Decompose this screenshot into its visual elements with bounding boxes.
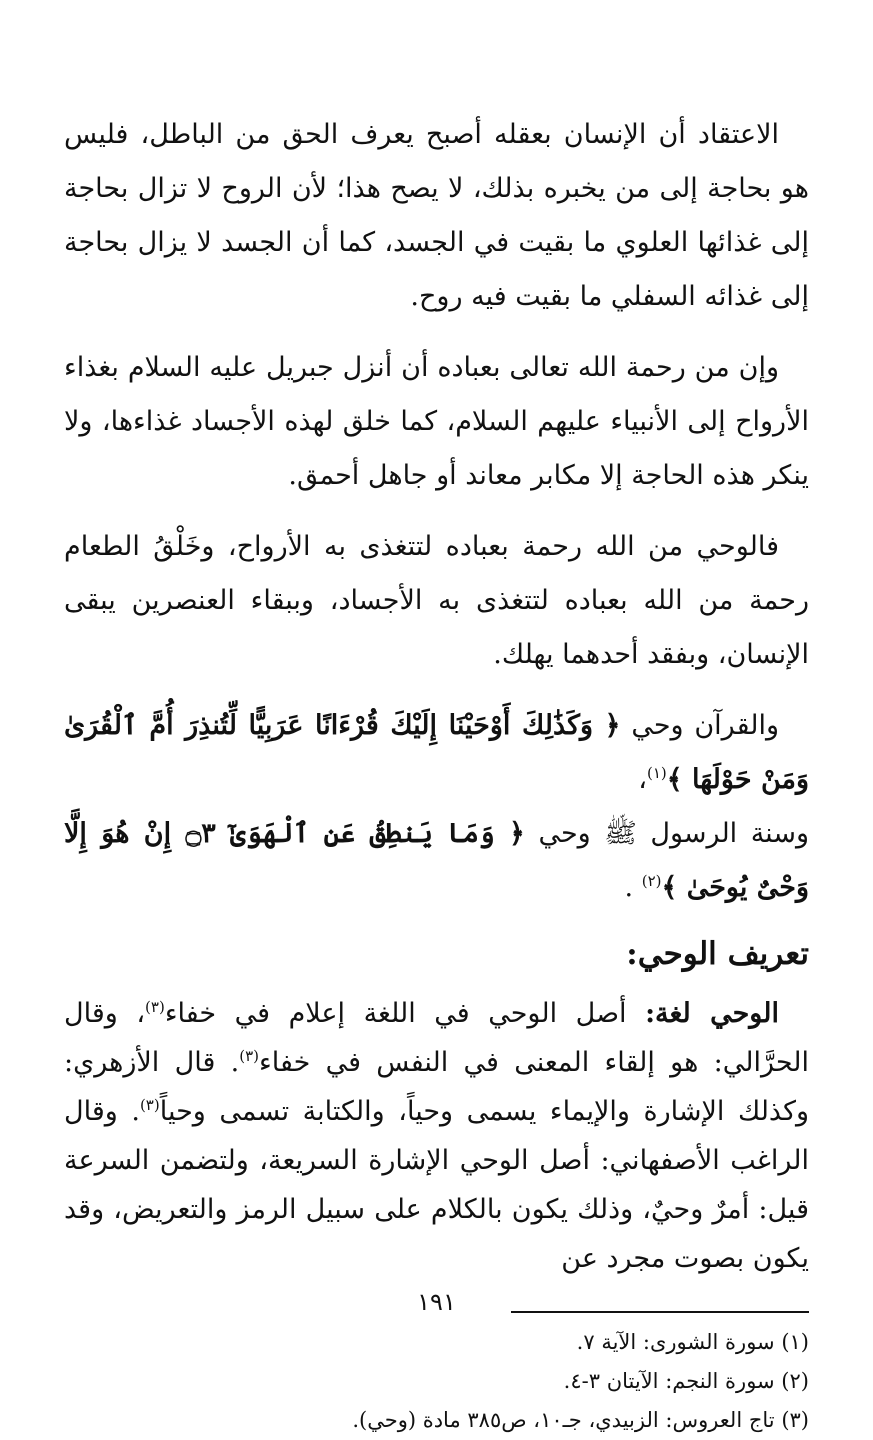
body-paragraph-2: وإن من رحمة الله تعالى بعباده أن أنزل جبريل عليه السلام بغذاء الأرواح إلى الأنبياء عليهم السلام، كما خلق لهذه الأجساد غذاءها، ولا ينكر هذه الحاجة إلا مكابر معاند أو جاهل أحمق. xyxy=(64,352,809,491)
quran-verse-2: ﴿ وَمَا يَنطِقُ عَنِ ٱلْهَوَىٰٓ ۝٣ إِنْ هُوَ إِلَّا وَحْىٌ يُوحَىٰ ﴾ xyxy=(64,818,809,903)
footnote-ref-2: (٢) xyxy=(641,872,662,890)
footnote-ref-3a: (٣) xyxy=(145,998,165,1016)
verse-paragraph xyxy=(64,699,809,915)
footnote-ref-3b: (٣) xyxy=(239,1047,260,1065)
body-paragraph-1: الاعتقاد أن الإنسان بعقله أصبح يعرف الحق من الباطل، فليس هو بحاجة إلى من يخبره بذلك، لا يصح هذا؛ لأن الروح لا تزال بحاجة إلى غذائها العلوي ما بقيت في الجسد، كما أن الجسد لا يزال بحاجة إلى غذائه السفلي ما بقيت فيه روح. xyxy=(64,119,809,312)
definition-text-3: . قال الأزهري: وكذلك الإشارة والإيماء يسمى وحياً، والكتابة تسمى وحياً xyxy=(64,1047,809,1127)
footnote-1: (١) سورة الشورى: الآية ٧. xyxy=(576,1330,809,1354)
footnote-2: (٢) سورة النجم: الآيتان ٣-٤. xyxy=(563,1369,809,1393)
footnote-3: (٣) تاج العروس: الزبيدي، جـ١٠، ص٣٨٥ مادة (وحي). xyxy=(352,1408,809,1432)
quran-verse-1: ﴿ وَكَذَٰلِكَ أَوْحَيْنَا إِلَيْكَ قُرْءَانًا عَرَبِيًّا لِّتُنذِرَ أُمَّ ٱلْقُرَىٰ وَمَنْ حَوْلَهَا ﴾ xyxy=(64,710,809,795)
definition-text-1: أصل الوحي في اللغة إعلام في خفاء xyxy=(164,998,627,1029)
verse-line2-prefix: وسنة الرسول ﷺ وحي xyxy=(538,818,809,849)
footnotes xyxy=(64,1323,809,1440)
footnote-ref-1: (١) xyxy=(647,764,667,782)
section-heading: تعريف الوحي: xyxy=(626,936,809,972)
body-paragraph-3: فالوحي من الله رحمة بعباده لتتغذى به الأرواح، وخَلْقُ الطعام رحمة من الله بعباده لتتغذى به الأجساد، وببقاء العنصرين يبقى الإنسان، وبفقد أحدهما يهلك. xyxy=(64,531,809,670)
verse-line1-prefix: والقرآن وحي xyxy=(631,710,779,741)
verse-line1-suffix: ، xyxy=(638,764,647,795)
page-number: ١٩١ xyxy=(417,1288,456,1316)
definition-paragraph xyxy=(64,989,809,1283)
definition-term: الوحي لغة: xyxy=(645,998,779,1029)
verse-line2-suffix: . xyxy=(624,872,634,903)
definition-text-4: . وقال الراغب الأصفهاني: أصل الوحي الإشارة السريعة، ولتضمن السرعة قيل: أمرٌ وحيٌ، وذلك يكون بالكلام على سبيل الرمز والتعريض، وقد يكون بصوت مجرد عن xyxy=(64,1096,809,1274)
definition-text-2: ، وقال الحرَّالي: هو إلقاء المعنى في النفس في خفاء xyxy=(64,998,809,1078)
footnote-ref-3c: (٣) xyxy=(139,1096,160,1114)
